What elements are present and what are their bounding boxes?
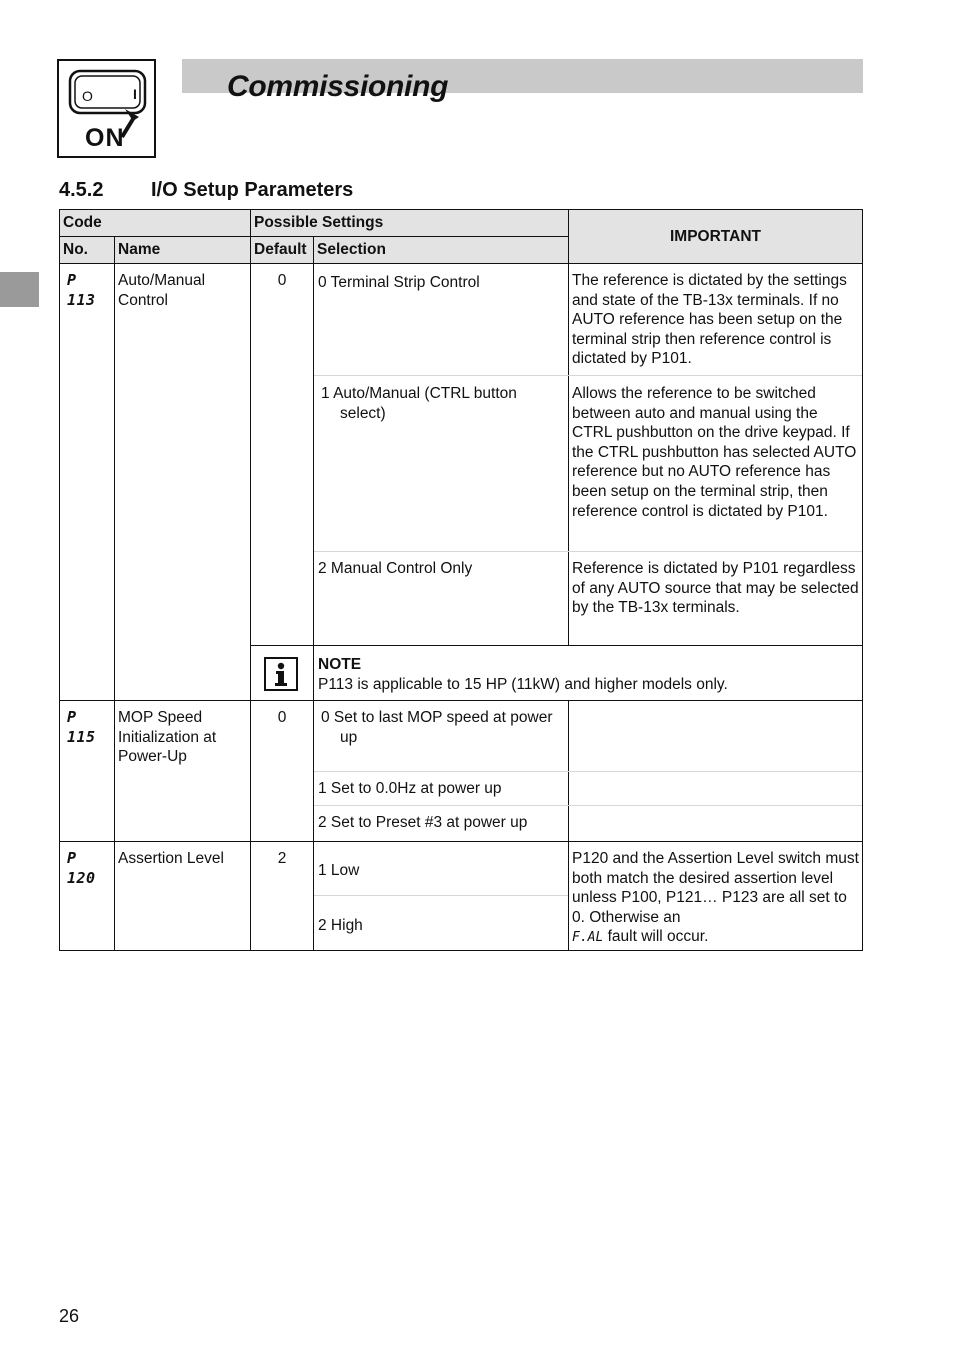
- row-separator-p115: [59, 700, 863, 701]
- fault-code: F.AL: [572, 930, 604, 946]
- selection-p113-1-text: 1 Auto/Manual (CTRL button select): [321, 385, 517, 422]
- default-p120: 2: [277, 850, 287, 867]
- header-bottom-line: [59, 263, 863, 264]
- col-line-default: [250, 209, 251, 950]
- default-p113: 0: [277, 272, 287, 289]
- selection-p113-0: 0 Terminal Strip Control: [318, 274, 480, 291]
- table-border-bottom: [59, 950, 863, 951]
- code-p120: P 120: [67, 849, 96, 887]
- header-selection-label: Selection: [317, 241, 386, 258]
- header-code-label: Code: [63, 214, 102, 231]
- selection-p115-1: 1 Set to 0.0Hz at power up: [318, 780, 502, 797]
- default-p115: 0: [277, 709, 287, 726]
- important-p113-1: Allows the reference to be switched between auto and manual using the CTRL pushbutton on the drive keypad. If the CTRL pushbutton has selected AUTO reference but no AUTO reference has been setup on the terminal strip, then reference control is dictated by P101.: [572, 385, 857, 520]
- selection-p115-2: 2 Set to Preset #3 at power up: [318, 814, 528, 831]
- col-line-important-b: [568, 700, 569, 950]
- selection-p115-0-text: 0 Set to last MOP speed at power up: [321, 709, 553, 746]
- table-border-left: [59, 209, 60, 951]
- option-separator-3: [314, 771, 862, 772]
- header-selection: [314, 237, 568, 263]
- header-possible-settings: [251, 210, 568, 236]
- important-p120-suffix: fault will occur.: [607, 928, 709, 946]
- option-separator-1: [314, 375, 862, 376]
- selection-p115-0: [315, 708, 567, 747]
- note-text-p113: P113 is applicable to 15 HP (11kW) and higher models only.: [318, 676, 728, 693]
- header-name: [115, 237, 250, 263]
- header-default: [251, 237, 313, 263]
- header-no: [60, 237, 114, 263]
- row-separator-p120: [59, 841, 863, 842]
- note-label-p113: NOTE: [318, 656, 362, 673]
- important-p120: [569, 849, 862, 948]
- col-line-name: [114, 236, 115, 950]
- table-border-top: [59, 209, 863, 210]
- logo-on-text: ON: [85, 124, 125, 152]
- info-icon: [264, 657, 298, 691]
- selection-p113-1: [315, 384, 567, 423]
- name-p120: Assertion Level: [118, 850, 224, 867]
- code-p113: P 113: [67, 271, 96, 309]
- option-separator-2: [314, 551, 862, 552]
- header-code: [60, 210, 250, 236]
- name-p113: Auto/Manual Control: [118, 272, 206, 309]
- code-p115: P 115: [67, 708, 96, 746]
- option-separator-4: [314, 805, 862, 806]
- selection-p120-1: 2 High: [318, 917, 363, 934]
- header-mid-line: [59, 236, 569, 237]
- option-separator-5: [314, 895, 568, 896]
- power-on-logo: [57, 59, 156, 158]
- section-title: I/O Setup Parameters: [151, 179, 354, 201]
- header-name-label: Name: [118, 241, 161, 258]
- page-number: 26: [59, 1306, 80, 1326]
- col-line-selection: [313, 236, 314, 950]
- note-top-line: [250, 645, 863, 646]
- table-border-right: [862, 209, 863, 951]
- page-title: Commissioning: [227, 70, 449, 103]
- name-p115: MOP Speed Initialization at Power-Up: [118, 709, 217, 766]
- important-p113-0: The reference is dictated by the settings and state of the TB-13x terminals. If no AUTO reference has been setup on the terminal strip then reference control is dictated by P101.: [572, 272, 847, 368]
- important-p120-text: P120 and the Assertion Level switch must both match the desired assertion level unless P100, P121… P123 are all set to 0. Otherwise an: [572, 850, 859, 926]
- header-important: [569, 210, 862, 263]
- important-p113-2: Reference is dictated by P101 regardless of any AUTO source that may be selected by the TB-13x terminals.: [572, 560, 859, 617]
- section-number: 4.5.2: [59, 179, 104, 201]
- header-default-label: Default: [254, 241, 307, 258]
- header-no-label: No.: [63, 241, 88, 258]
- header-possible-settings-label: Possible Settings: [254, 214, 384, 231]
- selection-p120-0: 1 Low: [318, 862, 360, 879]
- selection-p113-2: 2 Manual Control Only: [318, 560, 473, 577]
- col-line-important-a: [568, 209, 569, 645]
- logo-switch-off-label: O: [82, 88, 93, 104]
- chapter-side-tab: [0, 272, 39, 307]
- logo-switch-on-label: I: [133, 86, 137, 102]
- header-important-label: IMPORTANT: [670, 228, 761, 245]
